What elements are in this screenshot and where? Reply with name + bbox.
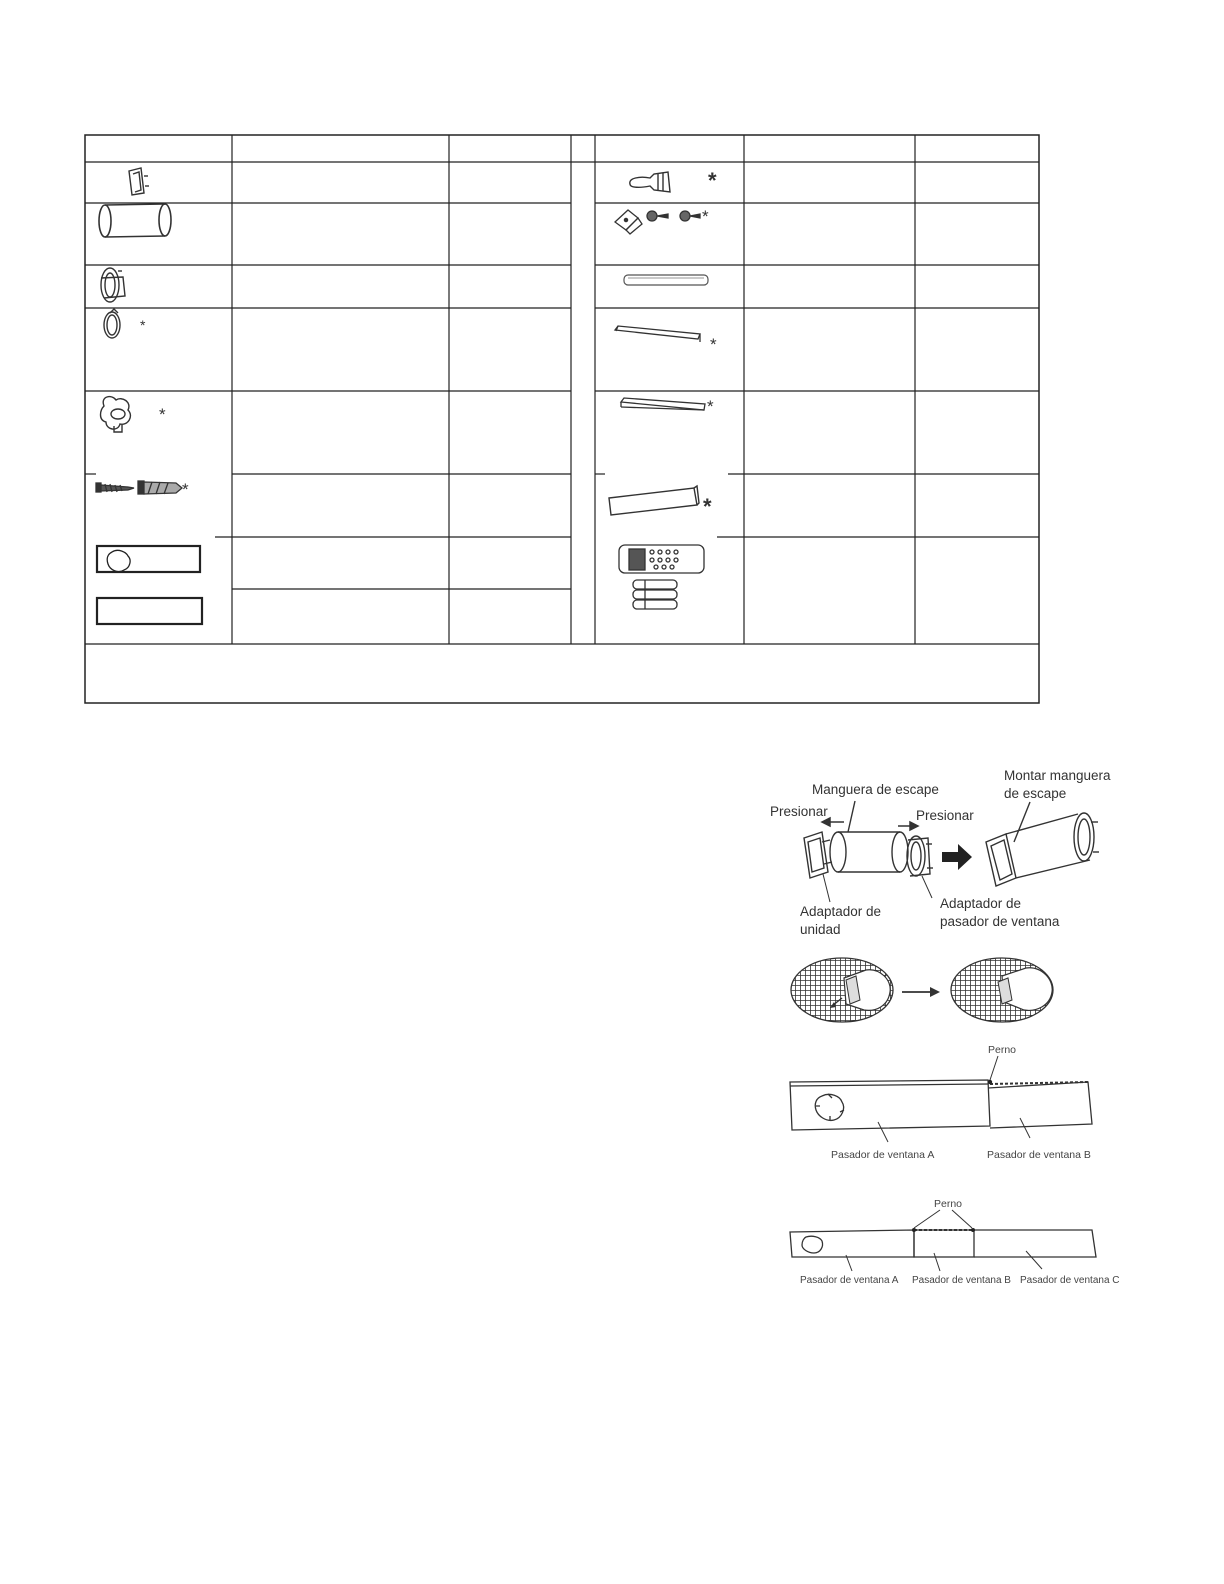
slider-b-drawing — [988, 1082, 1092, 1128]
hose-assembly-diagram — [760, 760, 1120, 945]
window-slider-b-icon — [97, 598, 202, 624]
foam-block-icon — [609, 486, 699, 515]
foam-block-optional-mark: * — [703, 494, 712, 519]
exhaust-hose-icon — [99, 204, 171, 237]
insertion-arrow-icon — [902, 987, 940, 997]
three-slider-bolt-right-icon — [971, 1228, 975, 1232]
slider-b3-drawing — [914, 1230, 974, 1257]
three-slider-diagram — [780, 1195, 1120, 1290]
exhaust-hose-label: Manguera de escape — [812, 782, 939, 797]
unit-adapter-drawing — [804, 832, 832, 878]
adapter-insertion-diagram — [780, 950, 1070, 1030]
drain-tube-icon — [624, 275, 708, 285]
plastic-rivet-icon — [630, 172, 670, 192]
foam-seal-long-icon — [615, 326, 700, 342]
three-slider-c-label: Pasador de ventana C — [1020, 1275, 1120, 1286]
remote-batteries-icon — [619, 545, 704, 609]
slider-a-drawing — [790, 1080, 990, 1130]
clamp-icon — [104, 309, 120, 338]
unit-adapter-icon — [129, 168, 149, 195]
insertion-after-drawing — [951, 958, 1053, 1022]
slider-a3-drawing — [790, 1230, 914, 1257]
window-slider-a-icon — [97, 546, 200, 572]
mount-hose-label-line2: de escape — [1004, 786, 1067, 801]
seal-long-optional-mark: * — [710, 335, 717, 354]
two-slider-diagram — [780, 1040, 1100, 1170]
press-right-label: Presionar — [916, 808, 974, 823]
unit-adapter-label-line1: Adaptador de — [800, 904, 882, 919]
insertion-before-drawing — [791, 958, 893, 1022]
seal-short-optional-mark: * — [707, 397, 714, 416]
press-arrows — [822, 818, 918, 830]
two-slider-a-label: Pasador de ventana A — [831, 1149, 935, 1161]
rivet-optional-mark: * — [708, 168, 717, 193]
slider-c3-drawing — [974, 1230, 1096, 1257]
foam-seal-short-icon — [621, 398, 705, 410]
screw-anchor-icon — [96, 481, 182, 494]
drain-plug-optional-mark: * — [159, 405, 166, 424]
drain-plug-icon — [101, 397, 131, 432]
unit-adapter-label-line2: unidad — [800, 922, 841, 937]
window-slider-adapter-icon — [101, 268, 125, 302]
table-frame — [85, 135, 1039, 703]
slider-adapter-label-line1: Adaptador de — [940, 896, 1022, 911]
two-slider-bolt-label: Perno — [988, 1044, 1017, 1056]
slider-adapter-label-line2: pasador de ventana — [940, 914, 1060, 929]
three-slider-b-label: Pasador de ventana B — [912, 1275, 1011, 1286]
press-left-label: Presionar — [770, 804, 828, 819]
two-slider-b-label: Pasador de ventana B — [987, 1149, 1091, 1161]
mount-hose-label-line1: Montar manguera — [1004, 768, 1111, 783]
three-slider-bolt-left-icon — [912, 1228, 916, 1232]
big-arrow-icon — [942, 844, 972, 870]
clamp-optional-mark: * — [140, 317, 146, 333]
bracket-screws-icon — [615, 210, 700, 234]
three-slider-bolt-label: Perno — [934, 1198, 963, 1210]
screw-anchor-optional-mark: * — [182, 480, 189, 499]
two-slider-bolt-icon — [988, 1080, 992, 1084]
slider-adapter-drawing — [907, 836, 933, 876]
three-slider-a-label: Pasador de ventana A — [800, 1275, 899, 1286]
exhaust-hose-drawing — [830, 801, 908, 872]
bracket-optional-mark: * — [702, 207, 709, 226]
accessories-table — [0, 0, 1224, 720]
assembled-hose-drawing — [986, 802, 1099, 886]
